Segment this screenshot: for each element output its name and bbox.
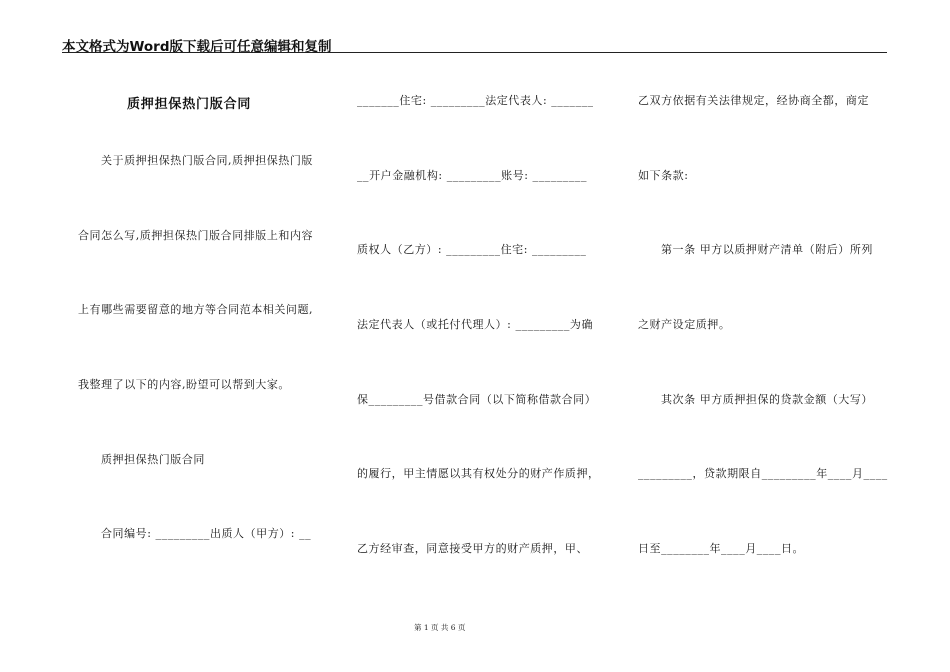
text-line: __开户金融机构: _________账号: _________ <box>357 168 588 182</box>
clause-line: 其次条 甲方质押担保的贷款金额（大写） <box>661 392 873 406</box>
text-line: 关于质押担保热门版合同,质押担保热门版 <box>101 154 313 167</box>
column-1 <box>78 154 330 602</box>
text-line: 乙双方依据有关法律规定，经协商全都，商定 <box>638 94 869 107</box>
column-2 <box>357 94 609 617</box>
text-line: 上有哪些需要留意的地方等合同范本相关问题, <box>78 303 314 317</box>
header-divider <box>62 52 887 53</box>
text-line: 如下条款: <box>638 168 689 182</box>
text-line: 我整理了以下的内容,盼望可以帮到大家。 <box>78 378 290 392</box>
text-line: 之财产设定质押。 <box>638 318 731 332</box>
text-line: 乙方经审查，同意接受甲方的财产质押，甲、 <box>357 542 588 556</box>
text-line: _________，贷款期限自_________年____月____ <box>638 467 888 481</box>
clause-line: 第一条 甲方以质押财产清单（附后）所列 <box>661 243 873 257</box>
text-line: 法定代表人（或托付代理人）: _________为确 <box>357 318 594 332</box>
page-footer: 第 1 页 共 6 页 <box>414 623 466 632</box>
text-line: 保_________号借款合同（以下简称借款合同） <box>357 392 597 406</box>
text-line: 合同怎么写,质押担保热门版合同排版上和内容 <box>78 228 314 242</box>
section-heading: 质押担保热门版合同 <box>101 452 205 466</box>
column-3 <box>638 94 890 617</box>
page-header-title: 本文格式为Word版下载后可任意编辑和复制 <box>62 39 332 55</box>
text-line: 的履行，甲主情愿以其有权处分的财产作质押， <box>357 467 600 481</box>
text-line: 日至________年____月____日。 <box>638 542 805 556</box>
text-line: 合同编号: _________出质人（甲方）: __ <box>101 527 312 541</box>
text-line: 质权人（乙方）: _________住宅: _________ <box>357 243 587 257</box>
text-line: _______住宅: _________法定代表人: _______ <box>357 94 594 107</box>
document-title: 质押担保热门版合同 <box>127 97 252 112</box>
